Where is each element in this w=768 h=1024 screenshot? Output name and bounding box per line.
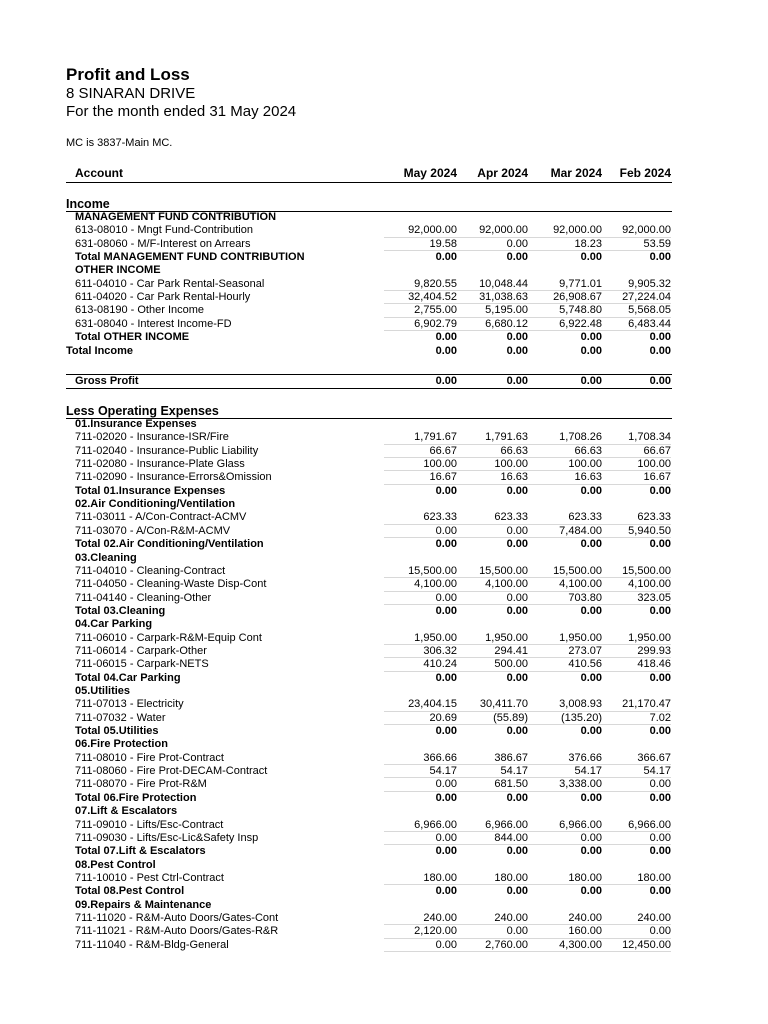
account-row: [66, 912, 672, 925]
row-label: 07.Lift & Escalators: [75, 805, 178, 818]
row-value: 16.67: [643, 471, 671, 484]
row-value: 1,950.00: [559, 631, 602, 644]
row-value: 3,008.93: [559, 698, 602, 711]
row-value: 21,170.47: [622, 698, 671, 711]
row-value: 0.00: [435, 484, 457, 497]
row-value: 54.17: [574, 765, 602, 778]
row-value: 0.00: [580, 344, 602, 357]
account-row: [66, 712, 672, 725]
row-label: Total 03.Cleaning: [75, 604, 166, 617]
row-label: 05.Utilities: [75, 685, 131, 697]
row-value: 0.00: [435, 524, 457, 537]
row-value: 0.00: [506, 237, 528, 250]
row-value: 66.63: [500, 444, 528, 457]
row-value: 0.00: [580, 725, 602, 738]
row-value: 0.00: [506, 251, 528, 264]
row-value: 0.00: [580, 331, 602, 344]
row-label: 711-11040 - R&M-Bldg-General: [75, 938, 229, 951]
row-value: 6,680.12: [485, 317, 528, 330]
row-value: 20.69: [429, 711, 457, 724]
row-value: 299.93: [637, 644, 671, 657]
row-value: 15,500.00: [553, 564, 602, 577]
row-value: 16.67: [429, 471, 457, 484]
row-value: 0.00: [649, 484, 671, 497]
report-note: MC is 3837-Main MC.: [66, 137, 173, 149]
row-value: 54.17: [500, 765, 528, 778]
row-value: 53.59: [643, 237, 671, 250]
row-value: 66.63: [574, 444, 602, 457]
row-value: 19.58: [429, 237, 457, 250]
row-value: 410.24: [423, 658, 457, 671]
account-row: [66, 511, 672, 524]
total-row: [66, 485, 672, 498]
row-label: 711-08060 - Fire Prot-DECAM-Contract: [75, 765, 268, 778]
row-value: 703.80: [568, 591, 602, 604]
row-value: 0.00: [649, 671, 671, 684]
column-header: [66, 165, 672, 183]
row-value: 16.63: [574, 471, 602, 484]
row-value: 5,748.80: [559, 304, 602, 317]
gross-profit-row: [66, 374, 672, 389]
row-value: 0.00: [435, 538, 457, 551]
account-row: [66, 224, 672, 237]
row-value: 0.00: [580, 885, 602, 898]
row-value: 0.00: [506, 885, 528, 898]
row-value: 4,300.00: [559, 938, 602, 951]
subheading-row: [66, 899, 672, 912]
row-value: 160.00: [568, 925, 602, 938]
row-value: 0.00: [435, 938, 457, 951]
row-value: 26,908.67: [553, 291, 602, 304]
row-value: 366.66: [423, 751, 457, 764]
row-value: 0.00: [649, 831, 671, 844]
row-value: 30,411.70: [479, 698, 528, 711]
row-label: 711-04010 - Cleaning-Contract: [75, 564, 226, 577]
row-value: 180.00: [494, 871, 528, 884]
row-value: 0.00: [506, 524, 528, 537]
row-value: 100.00: [423, 458, 457, 471]
row-value: 31,038.63: [479, 291, 528, 304]
row-value: 6,966.00: [414, 818, 457, 831]
row-value: 1,950.00: [628, 631, 671, 644]
row-value: (55.89): [493, 711, 528, 724]
row-value: 4,100.00: [485, 578, 528, 591]
column-mar-2024: Mar 2024: [550, 166, 602, 180]
row-value: 92,000.00: [408, 224, 457, 237]
row-value: 0.00: [580, 484, 602, 497]
row-label: 631-08040 - Interest Income-FD: [75, 317, 232, 330]
account-row: [66, 632, 672, 645]
row-value: 0.00: [435, 831, 457, 844]
row-value: 0.00: [506, 484, 528, 497]
row-label: Total 01.Insurance Expenses: [75, 484, 226, 497]
row-value: 0.00: [649, 725, 671, 738]
row-value: 6,966.00: [628, 818, 671, 831]
account-row: [66, 238, 672, 251]
row-label: Total OTHER INCOME: [75, 331, 190, 344]
account-row: [66, 819, 672, 832]
row-label: 611-04010 - Car Park Rental-Seasonal: [75, 277, 265, 290]
row-value: 623.33: [423, 511, 457, 524]
total-row: [66, 672, 672, 685]
row-divider: [384, 951, 671, 952]
row-value: 27,224.04: [622, 291, 671, 304]
row-value: 4,100.00: [559, 578, 602, 591]
row-label: Total 04.Car Parking: [75, 671, 181, 684]
row-label: 711-09030 - Lifts/Esc-Lic&Safety Insp: [75, 831, 259, 844]
row-value: 0.00: [506, 538, 528, 551]
row-value: 16.63: [500, 471, 528, 484]
account-row: [66, 645, 672, 658]
row-value: 5,195.00: [485, 304, 528, 317]
row-label: 711-02020 - Insurance-ISR/Fire: [75, 431, 229, 444]
row-value: 6,922.48: [559, 317, 602, 330]
row-value: 0.00: [649, 885, 671, 898]
row-value: 92,000.00: [622, 224, 671, 237]
entity-name: 8 SINARAN DRIVE: [66, 85, 196, 102]
row-value: 0.00: [649, 344, 671, 357]
row-label: Total 08.Pest Control: [75, 885, 185, 898]
row-value: 10,048.44: [479, 277, 528, 290]
row-label: 711-06014 - Carpark-Other: [75, 644, 207, 657]
row-value: 273.07: [568, 644, 602, 657]
total-row: [66, 605, 672, 618]
subheading-row: [66, 211, 672, 224]
row-value: 66.67: [643, 444, 671, 457]
row-label: 02.Air Conditioning/Ventilation: [75, 498, 236, 511]
row-value: 92,000.00: [553, 224, 602, 237]
row-value: 0.00: [435, 344, 457, 357]
row-label: 711-02090 - Insurance-Errors&Omission: [75, 471, 272, 484]
row-value: 366.67: [637, 751, 671, 764]
row-label: 711-11020 - R&M-Auto Doors/Gates-Cont: [75, 911, 279, 924]
account-row: [66, 471, 672, 484]
row-label: MANAGEMENT FUND CONTRIBUTION: [75, 211, 277, 223]
account-row: [66, 698, 672, 711]
row-value: (135.20): [561, 711, 602, 724]
total-row: [66, 331, 672, 344]
row-value: 386.67: [494, 751, 528, 764]
row-value: 623.33: [637, 511, 671, 524]
row-value: 180.00: [637, 871, 671, 884]
row-value: 2,120.00: [414, 925, 457, 938]
row-value: 623.33: [568, 511, 602, 524]
column-apr-2024: Apr 2024: [477, 166, 528, 180]
row-value: 4,100.00: [414, 578, 457, 591]
row-label: 613-08190 - Other Income: [75, 304, 205, 317]
account-row: [66, 592, 672, 605]
row-value: 0.00: [649, 538, 671, 551]
account-row: [66, 291, 672, 304]
subheading-row: [66, 805, 672, 818]
row-label: OTHER INCOME: [75, 264, 161, 277]
row-value: 1,791.63: [485, 431, 528, 444]
row-label: 711-02080 - Insurance-Plate Glass: [75, 458, 245, 471]
row-value: 0.00: [435, 251, 457, 264]
row-label: Total MANAGEMENT FUND CONTRIBUTION: [75, 251, 305, 264]
column-account: Account: [75, 166, 123, 180]
account-row: [66, 578, 672, 591]
row-value: 0.00: [649, 604, 671, 617]
row-value: 0.00: [649, 778, 671, 791]
row-value: 240.00: [568, 911, 602, 924]
row-value: 418.46: [637, 658, 671, 671]
account-row: [66, 939, 672, 952]
row-label: 631-08060 - M/F-Interest on Arrears: [75, 237, 251, 250]
row-label: 06.Fire Protection: [75, 738, 168, 751]
report-title: Profit and Loss: [66, 65, 190, 84]
row-label: Total 07.Lift & Escalators: [75, 845, 206, 858]
total-row: [66, 345, 672, 358]
row-value: 1,708.34: [628, 431, 671, 444]
row-label: 711-07013 - Electricity: [75, 698, 184, 711]
row-label: 04.Car Parking: [75, 618, 153, 631]
row-value: 15,500.00: [408, 564, 457, 577]
row-value: 100.00: [637, 458, 671, 471]
row-label: Total 02.Air Conditioning/Ventilation: [75, 538, 264, 551]
row-value: 376.66: [568, 751, 602, 764]
row-value: 2,755.00: [414, 304, 457, 317]
account-row: [66, 525, 672, 538]
row-value: 0.00: [580, 671, 602, 684]
subheading-row: [66, 552, 672, 565]
row-value: 0.00: [435, 845, 457, 858]
row-value: 0.00: [435, 791, 457, 804]
row-value: 2,760.00: [485, 938, 528, 951]
row-value: 6,483.44: [628, 317, 671, 330]
row-label: 711-06010 - Carpark-R&M-Equip Cont: [75, 631, 262, 644]
row-value: 9,771.01: [559, 277, 602, 290]
row-value: 0.00: [580, 251, 602, 264]
row-value: 0.00: [580, 831, 602, 844]
row-value: 4,100.00: [628, 578, 671, 591]
gross-profit-feb: 0.00: [649, 375, 671, 387]
gross-profit-may: 0.00: [435, 375, 457, 387]
subheading-row: [66, 418, 672, 431]
row-value: 0.00: [435, 591, 457, 604]
row-value: 0.00: [435, 671, 457, 684]
row-value: 5,940.50: [628, 524, 671, 537]
row-label: 711-04140 - Cleaning-Other: [75, 591, 212, 604]
row-value: 306.32: [423, 644, 457, 657]
row-label: 711-03011 - A/Con-Contract-ACMV: [75, 511, 247, 524]
row-value: 681.50: [494, 778, 528, 791]
account-row: [66, 445, 672, 458]
row-value: 54.17: [429, 765, 457, 778]
row-value: 1,950.00: [414, 631, 457, 644]
row-value: 0.00: [580, 538, 602, 551]
row-label: 613-08010 - Mngt Fund-Contribution: [75, 224, 253, 237]
total-row: [66, 885, 672, 898]
row-value: 0.00: [506, 725, 528, 738]
row-value: 240.00: [494, 911, 528, 924]
account-row: [66, 925, 672, 938]
row-value: 66.67: [429, 444, 457, 457]
row-label: 711-03070 - A/Con-R&M-ACMV: [75, 524, 231, 537]
row-value: 0.00: [506, 591, 528, 604]
row-value: 3,338.00: [559, 778, 602, 791]
total-row: [66, 792, 672, 805]
row-value: 9,905.32: [628, 277, 671, 290]
row-value: 15,500.00: [479, 564, 528, 577]
column-feb-2024: Feb 2024: [619, 166, 671, 180]
account-row: [66, 431, 672, 444]
row-value: 0.00: [580, 604, 602, 617]
row-value: 7,484.00: [559, 524, 602, 537]
row-label: 711-04050 - Cleaning-Waste Disp-Cont: [75, 578, 267, 591]
row-value: 1,950.00: [485, 631, 528, 644]
row-value: 0.00: [506, 671, 528, 684]
row-label: 711-10010 - Pest Ctrl-Contract: [75, 871, 224, 884]
row-value: 0.00: [506, 344, 528, 357]
account-row: [66, 872, 672, 885]
gross-profit-label: Gross Profit: [75, 375, 139, 387]
account-row: [66, 458, 672, 471]
total-row: [66, 538, 672, 551]
row-value: 294.41: [494, 644, 528, 657]
subheading-row: [66, 618, 672, 631]
row-label: 08.Pest Control: [75, 858, 156, 871]
row-label: 01.Insurance Expenses: [75, 418, 197, 430]
row-value: 23,404.15: [408, 698, 457, 711]
row-value: 0.00: [435, 604, 457, 617]
row-value: 623.33: [494, 511, 528, 524]
subheading-row: [66, 264, 672, 277]
row-label: 711-08010 - Fire Prot-Contract: [75, 751, 224, 764]
row-value: 9,820.55: [414, 277, 457, 290]
account-row: [66, 278, 672, 291]
account-row: [66, 318, 672, 331]
row-value: 180.00: [423, 871, 457, 884]
gross-profit-apr: 0.00: [506, 375, 528, 387]
total-row: [66, 845, 672, 858]
total-row: [66, 251, 672, 264]
row-value: 6,966.00: [559, 818, 602, 831]
row-value: 0.00: [649, 251, 671, 264]
row-value: 0.00: [506, 331, 528, 344]
row-value: 500.00: [494, 658, 528, 671]
row-label: 611-04020 - Car Park Rental-Hourly: [75, 291, 251, 304]
row-value: 0.00: [435, 778, 457, 791]
row-value: 32,404.52: [408, 291, 457, 304]
row-value: 0.00: [580, 791, 602, 804]
row-label: Total 05.Utilities: [75, 725, 159, 738]
account-row: [66, 658, 672, 671]
row-value: 15,500.00: [622, 564, 671, 577]
row-label: 711-09010 - Lifts/Esc-Contract: [75, 818, 224, 831]
row-value: 0.00: [649, 845, 671, 858]
subheading-row: [66, 685, 672, 698]
account-row: [66, 304, 672, 317]
row-value: 0.00: [435, 725, 457, 738]
row-value: 180.00: [568, 871, 602, 884]
row-value: 18.23: [574, 237, 602, 250]
account-row: [66, 565, 672, 578]
row-label: 711-02040 - Insurance-Public Liability: [75, 444, 259, 457]
row-label: 711-08070 - Fire Prot-R&M: [75, 778, 207, 791]
row-label: 03.Cleaning: [75, 551, 137, 564]
row-label: 711-07032 - Water: [75, 711, 166, 724]
row-value: 0.00: [506, 791, 528, 804]
row-label: 711-11021 - R&M-Auto Doors/Gates-R&R: [75, 925, 279, 938]
row-value: 0.00: [649, 925, 671, 938]
row-value: 0.00: [506, 925, 528, 938]
row-value: 7.02: [649, 711, 671, 724]
subheading-row: [66, 498, 672, 511]
row-value: 54.17: [643, 765, 671, 778]
row-value: 0.00: [435, 885, 457, 898]
row-value: 0.00: [506, 845, 528, 858]
income-section-title: Income: [66, 197, 672, 212]
row-value: 100.00: [494, 458, 528, 471]
account-row: [66, 752, 672, 765]
row-value: 92,000.00: [479, 224, 528, 237]
row-value: 6,902.79: [414, 317, 457, 330]
row-label: 09.Repairs & Maintenance: [75, 898, 212, 911]
account-row: [66, 778, 672, 791]
row-value: 240.00: [637, 911, 671, 924]
row-value: 0.00: [506, 604, 528, 617]
row-value: 100.00: [568, 458, 602, 471]
row-label: Total 06.Fire Protection: [75, 791, 197, 804]
account-row: [66, 832, 672, 845]
row-value: 0.00: [580, 845, 602, 858]
subheading-row: [66, 738, 672, 751]
row-value: 0.00: [649, 791, 671, 804]
row-label: 711-06015 - Carpark-NETS: [75, 658, 209, 671]
row-label: Total Income: [66, 344, 134, 357]
row-value: 6,966.00: [485, 818, 528, 831]
row-value: 0.00: [649, 331, 671, 344]
row-value: 5,568.05: [628, 304, 671, 317]
report-period: For the month ended 31 May 2024: [66, 103, 297, 120]
expenses-section-title: Less Operating Expenses: [66, 404, 672, 419]
total-row: [66, 725, 672, 738]
row-value: 1,791.67: [414, 431, 457, 444]
row-value: 844.00: [494, 831, 528, 844]
column-may-2024: May 2024: [403, 166, 457, 180]
row-value: 240.00: [423, 911, 457, 924]
subheading-row: [66, 859, 672, 872]
row-value: 323.05: [637, 591, 671, 604]
gross-profit-mar: 0.00: [580, 375, 602, 387]
row-value: 1,708.26: [559, 431, 602, 444]
row-value: 0.00: [435, 331, 457, 344]
row-value: 12,450.00: [622, 938, 671, 951]
row-value: 410.56: [568, 658, 602, 671]
account-row: [66, 765, 672, 778]
